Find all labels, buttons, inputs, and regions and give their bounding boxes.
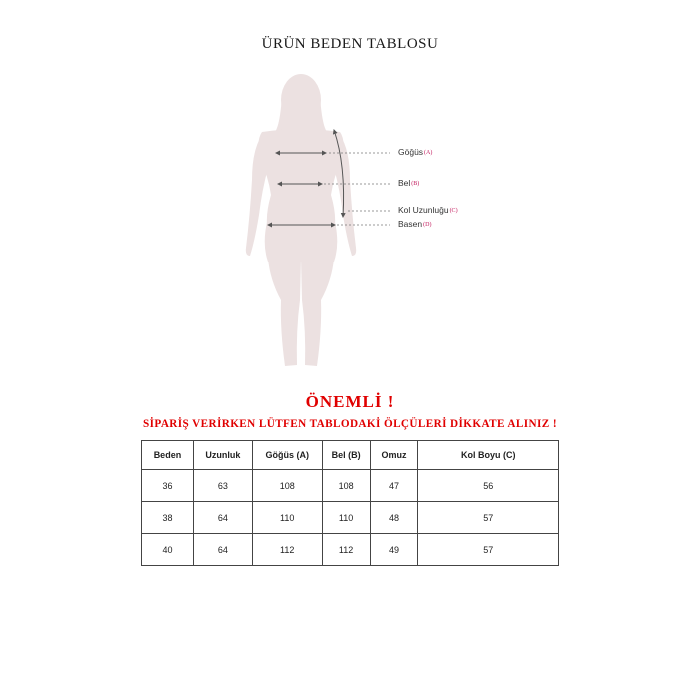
waist-label: Bel(B) (398, 178, 420, 188)
header-bel: Bel (B) (322, 441, 370, 470)
table-cell: 56 (418, 470, 559, 502)
table-cell: 63 (193, 470, 252, 502)
table-cell: 110 (252, 502, 322, 534)
table-cell: 38 (142, 502, 194, 534)
table-row (142, 470, 559, 502)
table-cell: 64 (193, 502, 252, 534)
header-omuz: Omuz (370, 441, 418, 470)
table-cell: 36 (142, 470, 194, 502)
hip-label: Basen(D) (398, 219, 432, 229)
woman-silhouette (246, 74, 356, 366)
table-cell: 48 (370, 502, 418, 534)
table-cell: 47 (370, 470, 418, 502)
header-kol-boyu: Kol Boyu (C) (418, 441, 559, 470)
table-row (142, 502, 559, 534)
table-cell: 40 (142, 534, 194, 566)
table-cell: 108 (252, 470, 322, 502)
page-title: ÜRÜN BEDEN TABLOSU (261, 36, 439, 52)
table-cell: 57 (418, 534, 559, 566)
table-cell: 110 (322, 502, 370, 534)
body-silhouette-diagram (0, 60, 700, 380)
table-cell: 112 (252, 534, 322, 566)
header-beden: Beden (142, 441, 194, 470)
table-cell: 108 (322, 470, 370, 502)
sleeve-label: Kol Uzunluğu(C) (398, 205, 458, 215)
header-gogus: Göğüs (A) (252, 441, 322, 470)
table-cell: 64 (193, 534, 252, 566)
order-warning: SİPARİŞ VERİRKEN LÜTFEN TABLODAKİ ÖLÇÜLERİ DİKKATE ALINIZ ! (143, 418, 557, 430)
size-table (141, 440, 559, 566)
table-cell: 112 (322, 534, 370, 566)
bust-label: Göğüs(A) (398, 147, 433, 157)
table-header-row (142, 441, 559, 470)
table-cell: 49 (370, 534, 418, 566)
table-cell: 57 (418, 502, 559, 534)
table-row (142, 534, 559, 566)
important-heading: ÖNEMLİ ! (305, 392, 395, 411)
header-uzunluk: Uzunluk (193, 441, 252, 470)
